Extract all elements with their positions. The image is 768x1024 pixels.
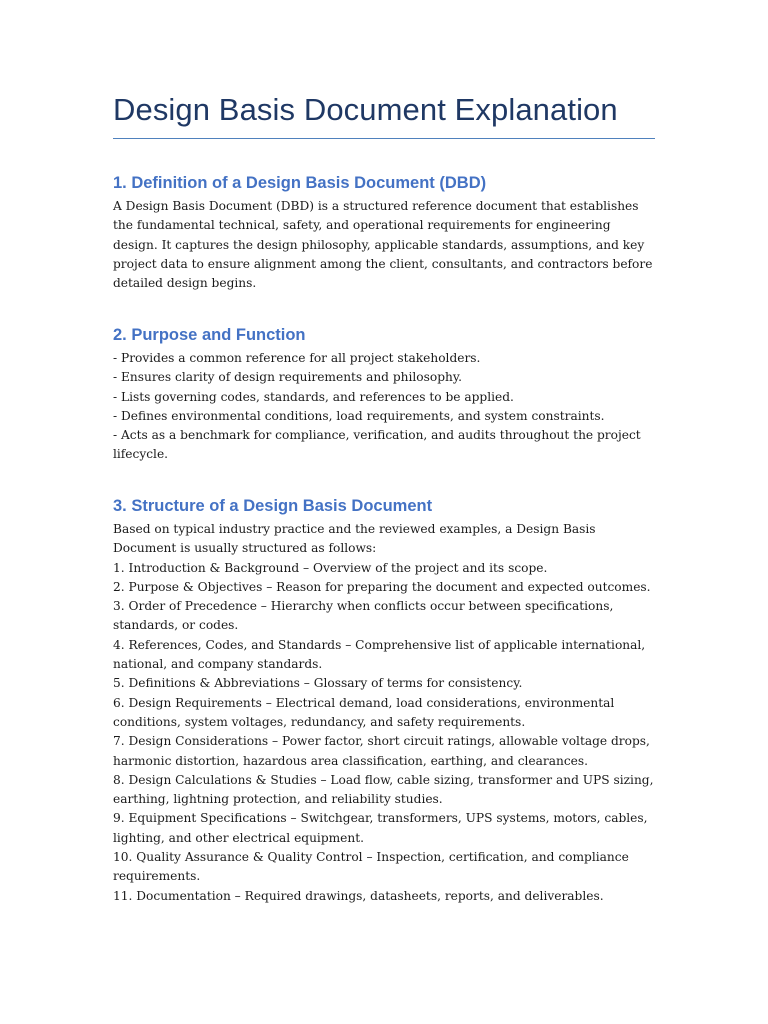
section-definition <box>113 172 658 293</box>
section-intro: Based on typical industry practice and the reviewed examples, a Design Basis Document is usually structured as follows: <box>113 522 596 556</box>
structure-item: 11. Documentation – Required drawings, datasheets, reports, and deliverables. <box>113 888 604 903</box>
purpose-item: - Defines environmental conditions, load requirements, and system constraints. <box>113 408 605 423</box>
structure-item: 1. Introduction & Background – Overview of the project and its scope. <box>113 560 548 575</box>
section-heading: 1. Definition of a Design Basis Document (DBD) <box>113 174 487 192</box>
structure-item: 2. Purpose & Objectives – Reason for preparing the document and expected outcomes. <box>113 579 651 594</box>
structure-item: 4. References, Codes, and Standards – Comprehensive list of applicable international, national, and company standards. <box>113 637 646 672</box>
section-structure <box>113 495 658 906</box>
structure-item: 3. Order of Precedence – Hierarchy when conflicts occur between specifications, standards, or codes. <box>113 599 614 633</box>
section-paragraph: A Design Basis Document (DBD) is a structured reference document that establishes the fundamental technical, safety, and operational requirements for engineering design. It captures the design philosophy, applicable standards, assumptions, and key project data to ensure alignment among the client, consultants, and contractors before detailed design begins. <box>113 199 653 291</box>
section-heading: 3. Structure of a Design Basis Document <box>113 497 433 515</box>
structure-item: 9. Equipment Specifications – Switchgear, transformers, UPS systems, motors, cables, lighting, and other electrical equipment. <box>113 811 648 845</box>
document-title: Design Basis Document Explanation <box>113 92 618 127</box>
purpose-item: - Lists governing codes, standards, and references to be applied. <box>113 389 514 404</box>
structure-item: 7. Design Considerations – Power factor, short circuit ratings, allowable voltage drops, harmonic distortion, hazardous area classification, earthing, and clearances. <box>113 734 650 768</box>
section-heading: 2. Purpose and Function <box>113 326 306 344</box>
purpose-item: - Acts as a benchmark for compliance, verification, and audits throughout the project lifecycle. <box>113 428 641 462</box>
structure-item: 6. Design Requirements – Electrical demand, load considerations, environmental conditions, system voltages, redundancy, and safety requirements. <box>113 695 615 729</box>
structure-item: 10. Quality Assurance & Quality Control – Inspection, certification, and compliance requirements. <box>113 850 629 884</box>
structure-item: 8. Design Calculations & Studies – Load flow, cable sizing, transformer and UPS sizing, earthing, lightning protection, and reliability studies. <box>113 772 654 807</box>
structure-item: 5. Definitions & Abbreviations – Glossary of terms for consistency. <box>113 676 523 691</box>
purpose-item: - Provides a common reference for all project stakeholders. <box>113 351 481 365</box>
title-divider <box>113 138 655 139</box>
section-purpose <box>113 324 658 465</box>
purpose-item: - Ensures clarity of design requirements and philosophy. <box>113 370 463 385</box>
